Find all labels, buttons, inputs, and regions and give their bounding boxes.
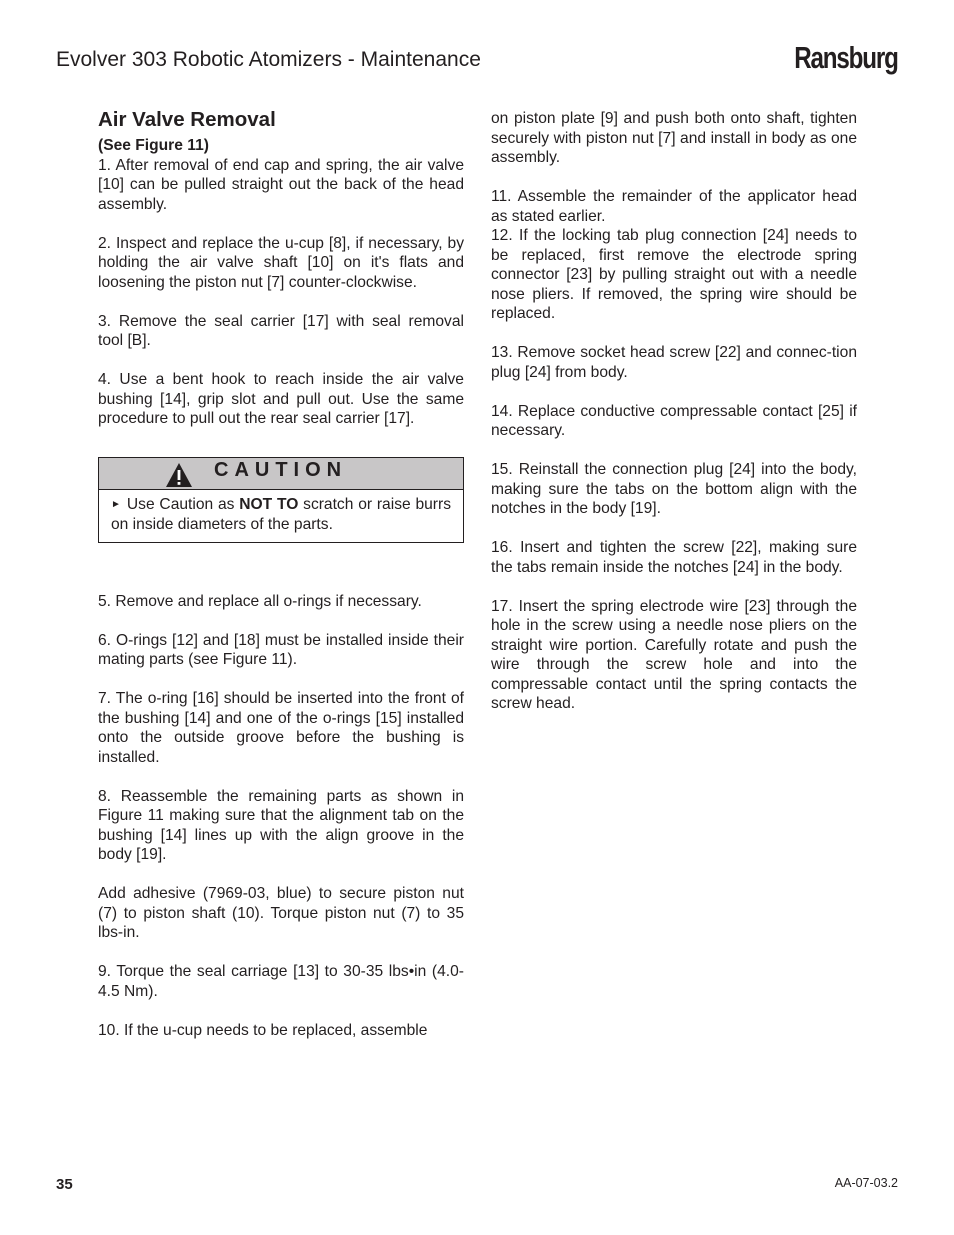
paragraph: Add adhesive (7969-03, blue) to secure piston nut (7) to piston shaft (10). Torque piston nut (7) to 35 lbs-in. <box>98 885 464 941</box>
paragraph: 16. Insert and tighten the screw [22], making sure the tabs remain inside the notches [24] in the body. <box>491 539 857 576</box>
paragraph: 12. If the locking tab plug connection [24] needs to be replaced, first remove the electrode spring connector [23] by pulling straight out with a needle nose pliers. If removed, the spring wire should be replaced. <box>491 227 857 322</box>
brand-logo: Ransburg <box>794 40 898 75</box>
caution-box <box>98 457 464 543</box>
caution-text-after: scratch or raise burrs on inside diameters of the parts. <box>111 495 451 533</box>
paragraph: 10. If the u-cup needs to be replaced, assemble <box>98 1021 428 1039</box>
paragraph: 5. Remove and replace all o-rings if necessary. <box>98 592 422 610</box>
document-code: AA-07-03.2 <box>834 1176 898 1190</box>
paragraph: 9. Torque the seal carriage [13] to 30-35 lbs•in (4.0-4.5 Nm). <box>98 963 464 1000</box>
paragraph: 3. Remove the seal carrier [17] with seal removal tool [B]. <box>98 312 464 349</box>
caution-text-before: Use Caution as <box>126 495 240 513</box>
warning-triangle-icon <box>165 462 193 488</box>
paragraph: 17. Insert the spring electrode wire [23] through the hole in the screw using a needle nose pliers on the straight wire portion. Carefully rotate and push the wire through the screw hole and into the compressable contact until the spring contacts the screw head. <box>491 597 857 712</box>
header-title: Evolver 303 Robotic Atomizers - Maintenance <box>56 48 481 71</box>
page-number: 35 <box>56 1176 73 1193</box>
paragraph: 13. Remove socket head screw [22] and connec-tion plug [24] from body. <box>491 344 857 381</box>
arrow-bullet-icon: ► <box>111 498 121 510</box>
right-column <box>491 109 857 733</box>
paragraph: 4. Use a bent hook to reach inside the air valve bushing [14], grip slot and pull out. Use the same procedure to pull out the rear seal carrier [17]. <box>98 371 464 427</box>
paragraph: 7. The o-ring [16] should be inserted into the front of the bushing [14] and one of the o-rings [15] installed onto the outside groove before the bushing is installed. <box>98 690 464 766</box>
paragraph: 15. Reinstall the connection plug [24] into the body, making sure the tabs on the bottom align with the notches in the body [19]. <box>491 461 857 517</box>
left-column <box>98 108 464 1060</box>
paragraph: 8. Reassemble the remaining parts as shown in Figure 11 making sure that the alignment tab on the bushing [14] lines up with the align groove in the body [19]. <box>98 787 464 863</box>
paragraph: 11. Assemble the remainder of the applicator head as stated earlier. <box>491 188 857 225</box>
section-subtitle: (See Figure 11) <box>98 137 209 154</box>
caution-text-bold: NOT TO <box>239 495 299 513</box>
section-title: Air Valve Removal <box>98 108 276 131</box>
paragraph: 2. Inspect and replace the u-cup [8], if necessary, by holding the air valve shaft [10] on it's flats and loosening the piston nut [7] counter-clockwise. <box>98 234 464 291</box>
caution-heading: CAUTION <box>214 458 348 481</box>
paragraph: on piston plate [9] and push both onto shaft, tighten securely with piston nut [7] and install in body as one assembly. <box>491 110 857 166</box>
paragraph: 14. Replace conductive compressable contact [25] if necessary. <box>491 402 857 439</box>
caution-text <box>99 490 463 535</box>
paragraph: 1. After removal of end cap and spring, the air valve [10] can be pulled straight out the back of the head assembly. <box>98 156 464 213</box>
caution-header <box>99 458 463 490</box>
paragraph: 6. O-rings [12] and [18] must be installed inside their mating parts (see Figure 11). <box>98 631 464 668</box>
